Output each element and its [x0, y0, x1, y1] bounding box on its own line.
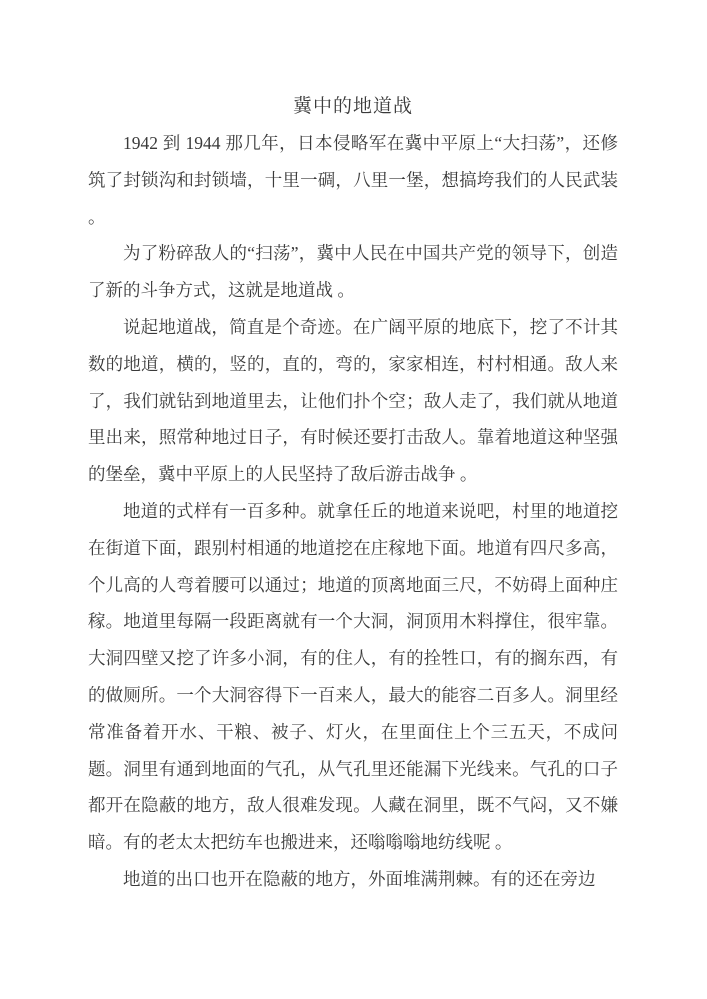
paragraph-3: 说起地道战，简直是个奇迹。在广阔平原的地底下，挖了不计其数的地道，横的，竖的，直的，弯的，家家相连，村村相通。敌人来了，我们就钻到地道里去，让他们扑个空；敌人走了，我们就从地道里出来，照常种地过日子，有时候还要打击敌人。靠着地道这种坚强的堡垒，冀中平原上的人民坚持了敌后游击战争 。 — [88, 316, 618, 485]
paragraph-4: 地道的式样有一百多种。就拿任丘的地道来说吧，村里的地道挖在街道下面，跟别村相通的地道挖在庄稼地下面。地道有四尺多高，个儿高的人弯着腰可以通过；地道的顶离地面三尺，不妨碍上面种庄稼。地道里每隔一段距离就有一个大洞，洞顶用木料撑住，很牢靠。大洞四壁又挖了许多小洞，有的住人，有的拴牲口，有的搁东西，有的做厕所。一个大洞容得下一百来人，最大的能容二百多人。洞里经常准备着开水、干粮、被子、灯火，在里面住上个三五天，不成问题。洞里有通到地面的气孔，从气孔里还能漏下光线来。气孔的口子都开在隐蔽的地方，敌人很难发现。人藏在洞里，既不气闷，又不嫌暗。有的老太太把纺车也搬进来，还嗡嗡嗡地纺线呢 。 — [88, 500, 618, 853]
paragraph-1: 1942 到 1944 那几年，日本侵略军在冀中平原上“大扫荡”，还修筑了封锁沟和封锁墙，十里一碉，八里一堡，想搞垮我们的人民武装 。 — [88, 133, 618, 227]
paragraph-5: 地道的出口也开在隐蔽的地方，外面堆满荆棘。有的还在旁边 — [123, 868, 596, 889]
paragraph-2: 为了粉碎敌人的“扫荡”，冀中人民在中国共产党的领导下，创造了新的斗争方式，这就是地道战 。 — [88, 243, 618, 301]
document-title: 冀中的地道战 — [292, 96, 413, 117]
